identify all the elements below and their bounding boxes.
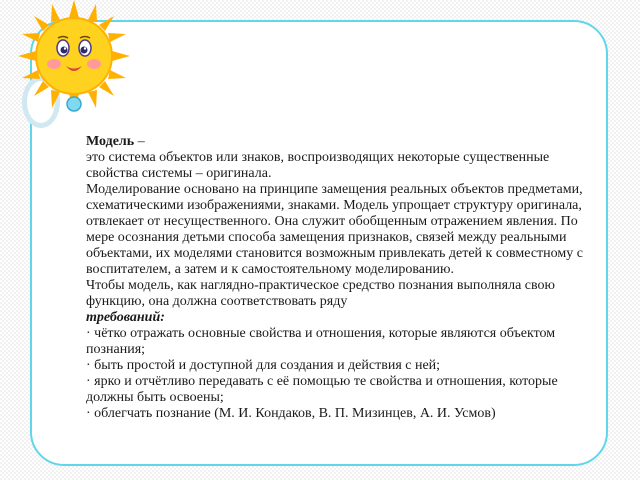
requirement-item: · чётко отражать основные свойства и отношения, которые являются объектом познания; xyxy=(86,326,556,357)
slide-text xyxy=(86,134,586,422)
requirement-item: · быть простой и доступной для создания и действия с ней; xyxy=(86,358,441,373)
requirements-intro-paragraph xyxy=(86,278,586,326)
modeling-paragraph: Моделирование основано на принципе замещения реальных объектов предметами, схематическими изображениями, знаками. Модель упрощает структуру оригинала, отвлекает от несущественного. Она служит обобщенным отражением явления. По мере осознания детьми способа замещения признаков, связей между реальными объектами, их моделями становится возможным привлекать детей к совместному с воспитателем, а затем и к самостоятельному моделированию. xyxy=(86,182,583,277)
requirement-item: · ярко и отчётливо передавать с её помощью те свойства и отношения, которые должны быть освоены; xyxy=(86,374,558,405)
heading-dash: – xyxy=(134,134,145,149)
requirements-intro-text: Чтобы модель, как наглядно-практическое средство познания выполняла свою функцию, она должна соответствовать ряду xyxy=(86,278,555,309)
term-model: Модель xyxy=(86,134,135,149)
definition-heading xyxy=(86,134,586,150)
requirements-word: требований: xyxy=(86,310,165,325)
definition-paragraph: это система объектов или знаков, воспроизводящих некоторые существенные свойства системы – оригинала. xyxy=(86,150,550,181)
requirement-item: · облегчать познание (М. И. Кондаков, В. П. Мизинцев, А. И. Усмов) xyxy=(86,406,496,421)
sun-face-icon xyxy=(18,0,130,112)
